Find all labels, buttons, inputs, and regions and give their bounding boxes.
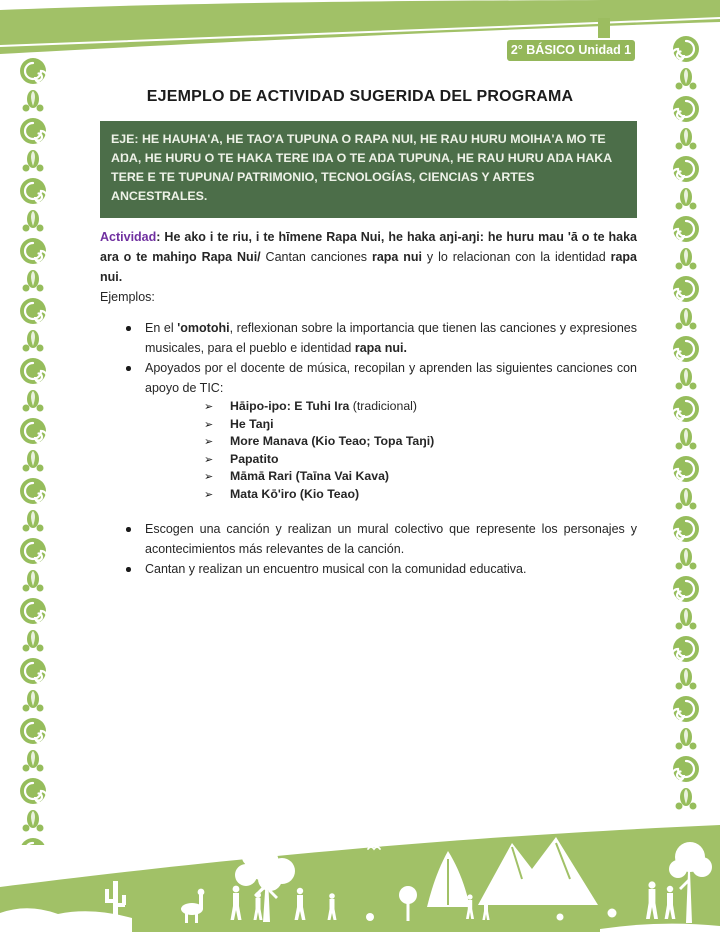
bullet-dot-icon [126, 366, 131, 371]
song-item [100, 398, 637, 416]
eje-heading-box: EJE: HE HAUHA'A, HE TAO'A TUPUNA O RAPA NUI, HE RAU HURU MOIHA'A MO TE AŊA, HE HURU O TE HAKA TERE IŊA O TE AŊA TUPUNA, HE RAU HURU AŊA HAKA TERE E TE TUPUNA/ PATRIMONIO, TECNOLOGÍAS, CIENCIAS Y ARTES ANCESTRALES. [100, 121, 637, 218]
actividad-text-normal1: Cantan canciones [265, 250, 372, 264]
bullet2-text: Apoyados por el docente de música, recopilan y aprenden las siguientes canciones con apoyo de TIC: [145, 361, 637, 395]
examples-list [100, 318, 637, 398]
song-item [100, 433, 637, 451]
song-item [100, 486, 637, 504]
left-koru-border-icon [19, 55, 47, 845]
arrow-bullet-icon: ➢ [204, 487, 214, 501]
song-item [100, 451, 637, 469]
actividad-paragraph [100, 227, 637, 287]
unit-badge: 2° BÁSICO Unidad 1 [505, 38, 637, 63]
list-item [100, 358, 637, 398]
song-title: Hāipo-ipo: E Tuhi Ira [230, 399, 353, 413]
actividad-rapanui-text: He ako i te riu, i te hīmene Rapa Nui, he haka aŋi-aŋi: he huru mau 'ā o te haka ara o te mahiŋo Rapa Nui/ [100, 230, 638, 264]
song-title: Māmā Rari (Taīna Vai Kava) [230, 469, 390, 483]
song-title: More Manava (Kio Teao; Topa Taŋi) [230, 434, 435, 448]
content-column [100, 227, 637, 579]
bullet1-bold1: 'omotohi [177, 321, 230, 335]
actividad-text-normal2: y lo relacionan con la identidad [422, 250, 611, 264]
song-title: Papatito [230, 451, 279, 466]
bullet-dot-icon [126, 527, 131, 532]
actividad-label: Actividad [100, 230, 157, 244]
bullet1-bold2: rapa nui. [354, 341, 407, 355]
actividad-text-bold1: rapa nui [371, 250, 423, 264]
examples-list-2 [100, 519, 637, 579]
arrow-bullet-icon: ➢ [204, 452, 214, 466]
bullet1-normal1: En el [145, 321, 178, 335]
song-title: Mata Kō'iro (Kio Teao) [230, 486, 360, 501]
actividad-colon: : [156, 230, 165, 244]
bullet1-normal2: , reflexionan sobre la importancia que tienen las canciones y expresiones musicales, para el pueblo e identidad [145, 321, 637, 355]
bullet-dot-icon [126, 567, 131, 572]
song-title: He Taŋi [230, 416, 274, 431]
actividad-text-bold2: rapa nui. [100, 250, 638, 284]
list-item [100, 318, 637, 358]
bullet3-text: Escogen una canción y realizan un mural colectivo que represente los personajes y acontecimientos más relevantes de la canción. [145, 522, 637, 556]
bullet-dot-icon [126, 326, 131, 331]
song-note: (tradicional) [352, 399, 417, 413]
page-title: EJEMPLO DE ACTIVIDAD SUGERIDA DEL PROGRAMA [146, 88, 574, 105]
arrow-bullet-icon: ➢ [204, 470, 214, 483]
song-item [100, 468, 637, 486]
bullet4-text: Cantan y realizan un encuentro musical con la comunidad educativa. [145, 562, 527, 576]
song-list [100, 398, 637, 503]
ejemplos-label: Ejemplos: [100, 290, 155, 304]
list-item [100, 559, 637, 579]
song-item [100, 416, 637, 434]
list-item [100, 519, 637, 559]
footer-landscape-icon [0, 817, 720, 932]
arrow-bullet-icon: ➢ [204, 435, 214, 448]
arrow-bullet-icon: ➢ [204, 400, 214, 413]
arrow-bullet-icon: ➢ [204, 417, 214, 431]
right-koru-border-icon [672, 33, 700, 815]
